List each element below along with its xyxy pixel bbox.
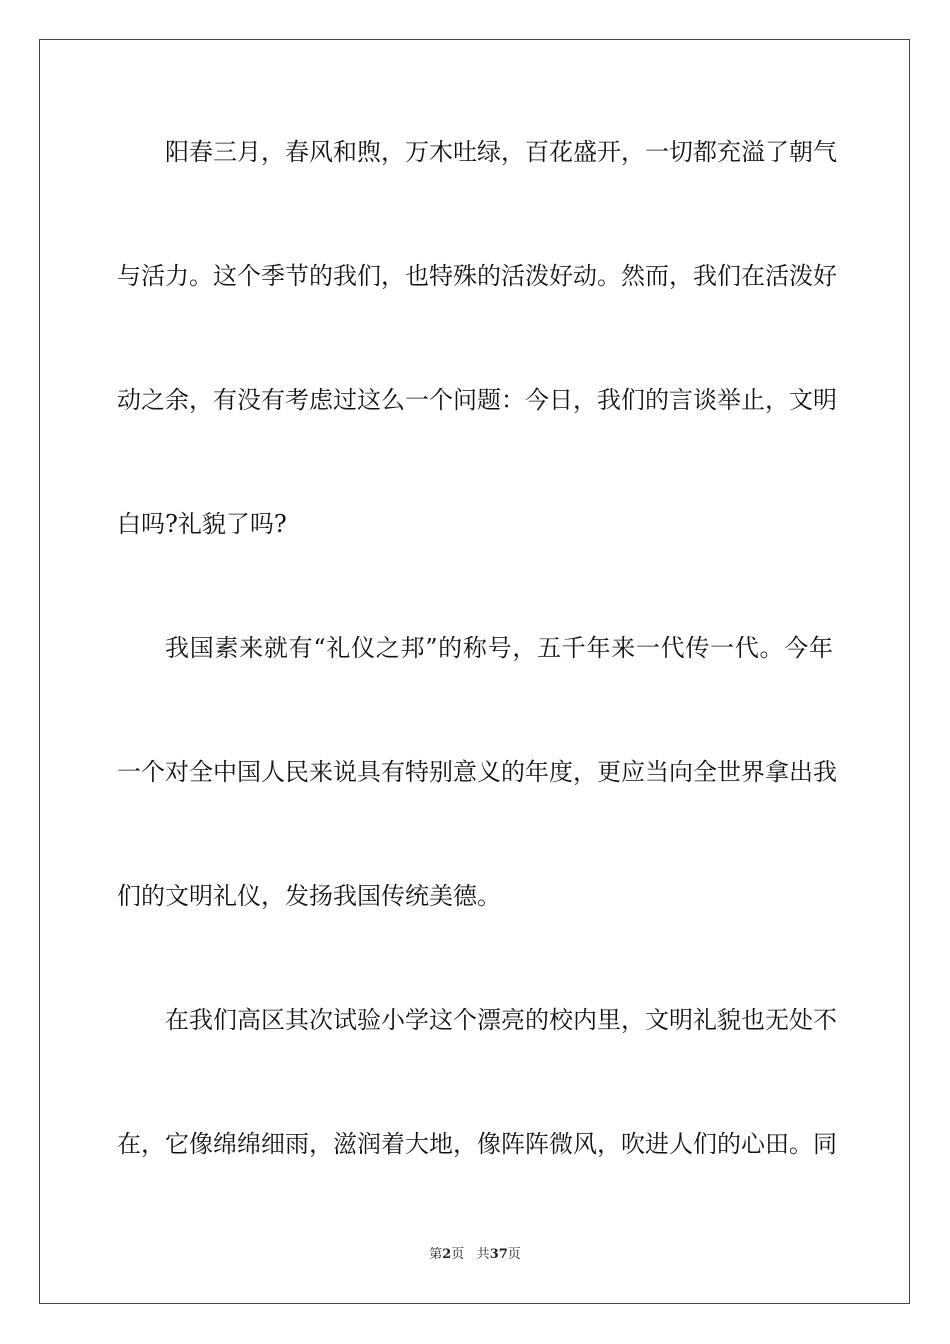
footer-page-number: 2 [442, 1247, 452, 1262]
paragraph-1-line-4: 白吗?礼貌了吗? [117, 510, 287, 538]
footer-total-suffix: 页 [507, 1247, 521, 1262]
footer-total-prefix: 共 [476, 1247, 490, 1262]
paragraph-2-line-2: 一个对全中国人民来说具有特别意义的年度，更应当向全世界拿出我 [117, 758, 837, 786]
footer-page-prefix: 第 [429, 1247, 443, 1262]
footer-total-pages: 37 [489, 1247, 508, 1262]
paragraph-3-line-2: 在，它像绵绵细雨，滋润着大地，像阵阵微风，吹进人们的心田。同 [117, 1130, 837, 1158]
paragraph-1-line-2: 与活力。这个季节的我们，也特殊的活泼好动。然而，我们在活泼好 [117, 262, 837, 290]
paragraph-2-line-1: 我国素来就有“礼仪之邦”的称号，五千年来一代传一代。今年 [165, 634, 833, 662]
page-footer [0, 1246, 950, 1264]
paragraph-1-line-3: 动之余，有没有考虑过这么一个问题：今日，我们的言谈举止，文明 [117, 386, 837, 414]
page-border [39, 39, 910, 1304]
paragraph-1-line-1: 阳春三月，春风和煦，万木吐绿，百花盛开，一切都充溢了朝气 [165, 138, 837, 166]
paragraph-3-line-1: 在我们高区其次试验小学这个漂亮的校内里，文明礼貌也无处不 [165, 1006, 837, 1034]
footer-page-suffix: 页 [451, 1247, 465, 1262]
paragraph-2-line-3: 们的文明礼仪，发扬我国传统美德。 [117, 882, 501, 910]
